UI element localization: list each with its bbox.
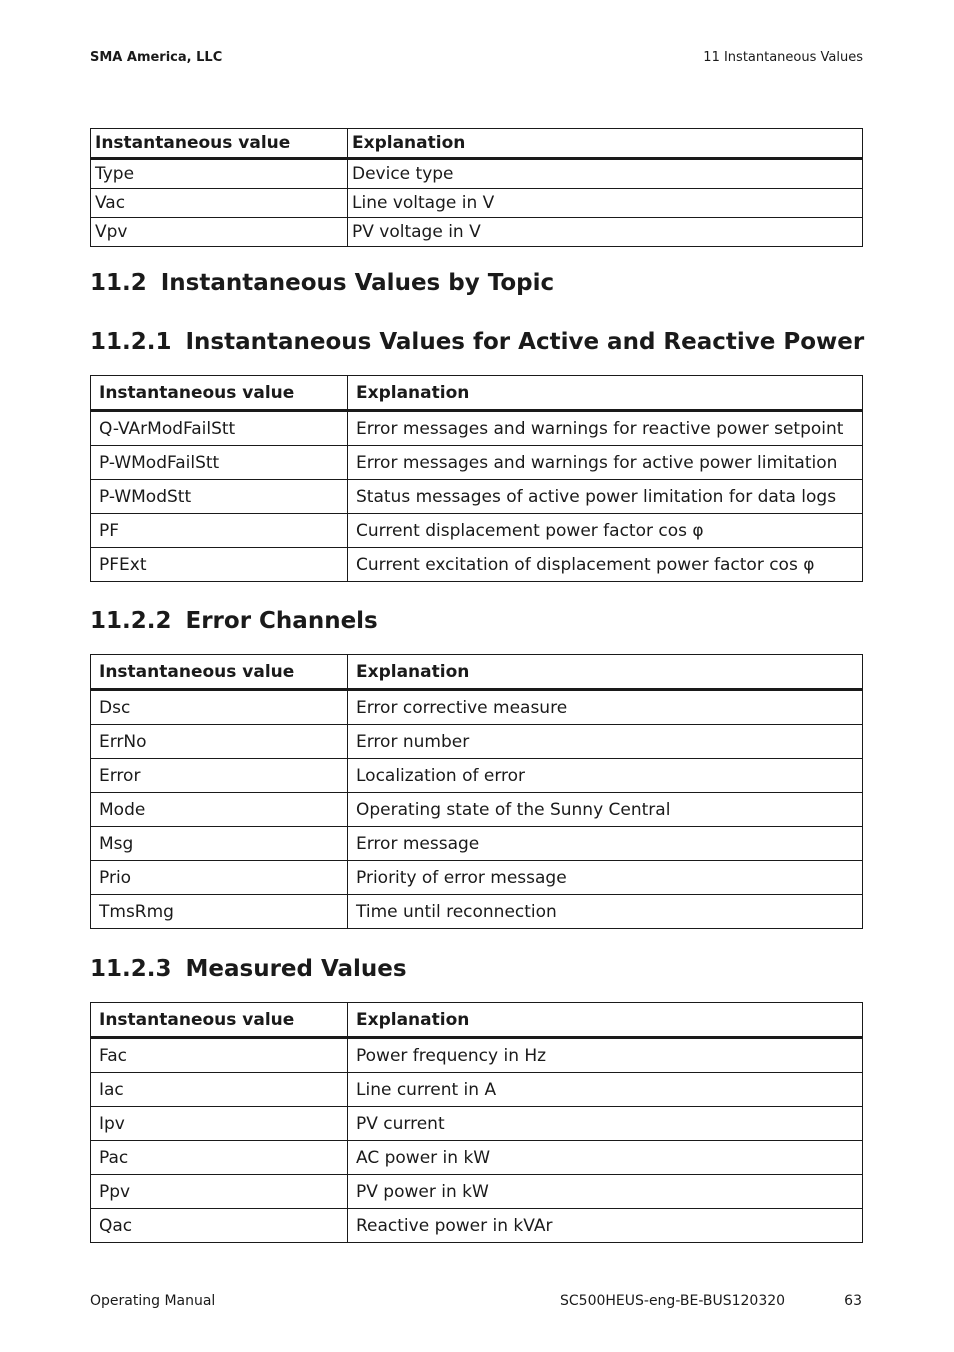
explanation-cell: PV voltage in V (348, 218, 863, 247)
explanation-cell: PV power in kW (348, 1175, 863, 1209)
section-number: 11.2.2 (90, 608, 172, 634)
explanation-cell: Error messages and warnings for active power limitation (348, 446, 863, 480)
explanation-cell: Line current in A (348, 1073, 863, 1107)
table-row (91, 1209, 863, 1243)
table-row (91, 759, 863, 793)
table-row (91, 793, 863, 827)
section-title: Error Channels (185, 608, 378, 634)
explanation-cell: Device type (348, 159, 863, 189)
table-row (91, 827, 863, 861)
table-row (91, 446, 863, 480)
table-active-reactive-power (90, 375, 863, 582)
explanation-cell: Error number (348, 725, 863, 759)
table-header-row (91, 1003, 863, 1038)
footer-document-id: SC500HEUS-eng-BE-BUS120320 (560, 1293, 786, 1309)
value-cell: Msg (91, 827, 348, 861)
section-number: 11.2.3 (90, 956, 172, 982)
value-cell: Error (91, 759, 348, 793)
table-measured-values (90, 1002, 863, 1243)
explanation-cell: Error corrective measure (348, 690, 863, 725)
table-row (91, 1141, 863, 1175)
value-cell: P-WModFailStt (91, 446, 348, 480)
table-row (91, 1073, 863, 1107)
value-cell: Q-VArModFailStt (91, 411, 348, 446)
column-header-explanation: Explanation (348, 129, 863, 159)
explanation-cell: Error messages and warnings for reactive power setpoint (348, 411, 863, 446)
table-row (91, 514, 863, 548)
table-header-row (91, 129, 863, 159)
explanation-cell: PV current (348, 1107, 863, 1141)
header-company: SMA America, LLC (90, 50, 223, 65)
section-heading-11-2-3 (90, 956, 407, 982)
table-row (91, 1107, 863, 1141)
header-chapter: 11 Instantaneous Values (703, 50, 863, 65)
page-number: 63 (844, 1293, 862, 1309)
table-row (91, 1175, 863, 1209)
column-header-value: Instantaneous value (91, 1003, 348, 1038)
value-cell: Prio (91, 861, 348, 895)
table-row (91, 480, 863, 514)
explanation-cell: Error message (348, 827, 863, 861)
value-cell: Fac (91, 1038, 348, 1073)
explanation-cell: Reactive power in kVAr (348, 1209, 863, 1243)
column-header-value: Instantaneous value (91, 655, 348, 690)
explanation-cell: Power frequency in Hz (348, 1038, 863, 1073)
column-header-value: Instantaneous value (91, 376, 348, 411)
table-row (91, 189, 863, 218)
column-header-explanation: Explanation (348, 376, 863, 411)
value-cell: ErrNo (91, 725, 348, 759)
section-title: Instantaneous Values for Active and Reactive Power (185, 329, 865, 355)
explanation-cell: Priority of error message (348, 861, 863, 895)
value-cell: Dsc (91, 690, 348, 725)
value-cell: PFExt (91, 548, 348, 582)
section-title: Measured Values (185, 956, 407, 982)
table-continued (90, 128, 863, 247)
value-cell: P-WModStt (91, 480, 348, 514)
value-cell: Ppv (91, 1175, 348, 1209)
table-error-channels (90, 654, 863, 929)
value-cell: PF (91, 514, 348, 548)
section-number: 11.2 (90, 270, 147, 296)
value-cell: Pac (91, 1141, 348, 1175)
value-cell: Vpv (91, 218, 348, 247)
value-cell: Ipv (91, 1107, 348, 1141)
explanation-cell: Line voltage in V (348, 189, 863, 218)
section-number: 11.2.1 (90, 329, 172, 355)
value-cell: Qac (91, 1209, 348, 1243)
footer-manual-title: Operating Manual (90, 1293, 216, 1309)
table-row (91, 548, 863, 582)
explanation-cell: Status messages of active power limitation for data logs (348, 480, 863, 514)
table-row (91, 218, 863, 247)
table-row (91, 895, 863, 929)
table-row (91, 690, 863, 725)
section-heading-11-2-2 (90, 608, 378, 634)
section-heading-11-2-1 (90, 329, 864, 355)
column-header-explanation: Explanation (348, 1003, 863, 1038)
section-heading-11-2 (90, 270, 554, 296)
explanation-cell: Current displacement power factor cos φ (348, 514, 863, 548)
table-row (91, 725, 863, 759)
column-header-value: Instantaneous value (91, 129, 348, 159)
value-cell: Type (91, 159, 348, 189)
column-header-explanation: Explanation (348, 655, 863, 690)
value-cell: Iac (91, 1073, 348, 1107)
explanation-cell: Time until reconnection (348, 895, 863, 929)
value-cell: Vac (91, 189, 348, 218)
value-cell: TmsRmg (91, 895, 348, 929)
table-row (91, 159, 863, 189)
table-row (91, 1038, 863, 1073)
value-cell: Mode (91, 793, 348, 827)
explanation-cell: AC power in kW (348, 1141, 863, 1175)
explanation-cell: Operating state of the Sunny Central (348, 793, 863, 827)
explanation-cell: Localization of error (348, 759, 863, 793)
table-row (91, 411, 863, 446)
explanation-cell: Current excitation of displacement power factor cos φ (348, 548, 863, 582)
table-row (91, 861, 863, 895)
table-header-row (91, 655, 863, 690)
section-title: Instantaneous Values by Topic (160, 270, 555, 296)
table-header-row (91, 376, 863, 411)
